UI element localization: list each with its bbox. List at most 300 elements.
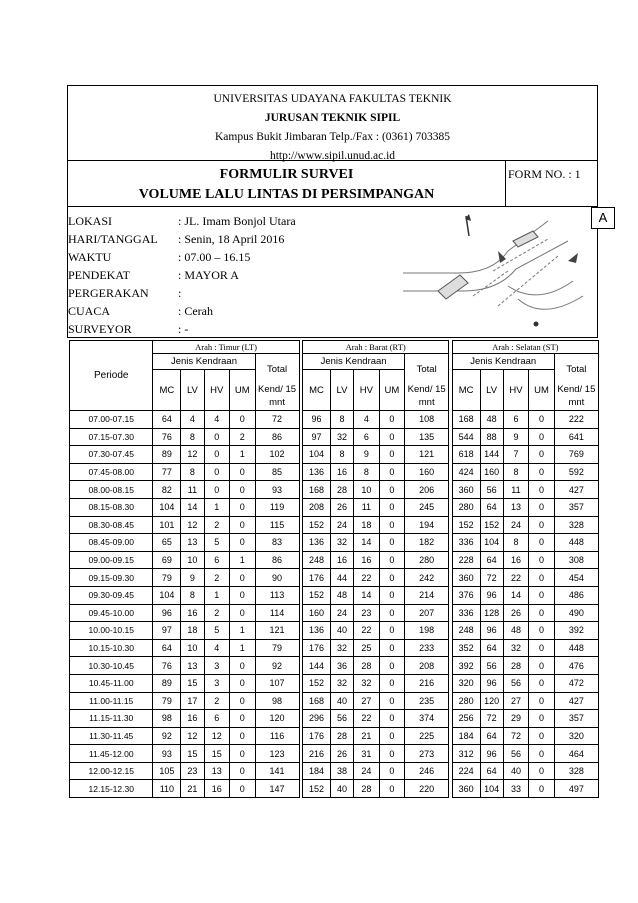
intersection-sketch — [398, 210, 608, 336]
count-cell: 97 — [303, 428, 331, 446]
count-cell: 216 — [303, 745, 331, 763]
count-cell: 56 — [480, 481, 503, 499]
count-cell: 472 — [554, 674, 598, 692]
count-cell: 245 — [405, 498, 449, 516]
count-cell: 216 — [405, 674, 449, 692]
count-cell: 3 — [204, 674, 230, 692]
count-cell: 76 — [153, 428, 181, 446]
count-cell: 0 — [230, 586, 256, 604]
count-cell: 6 — [503, 411, 529, 429]
col-hv: HV — [354, 370, 380, 411]
count-cell: 6 — [204, 710, 230, 728]
count-cell: 7 — [503, 446, 529, 464]
count-cell: 22 — [503, 569, 529, 587]
count-cell: 1 — [230, 446, 256, 464]
count-cell: 464 — [554, 745, 598, 763]
count-cell: 8 — [181, 428, 204, 446]
count-cell: 4 — [354, 411, 380, 429]
count-cell: 89 — [153, 674, 181, 692]
count-cell: 33 — [503, 780, 529, 798]
direction-timur: Arah : Timur (LT) — [153, 341, 299, 354]
count-cell: 0 — [379, 534, 405, 552]
count-cell: 618 — [452, 446, 480, 464]
count-cell: 0 — [230, 534, 256, 552]
count-cell: 135 — [405, 428, 449, 446]
address: Kampus Bukit Jimbaran Telp./Fax : (0361) 703385 — [214, 131, 451, 143]
count-cell: 280 — [452, 498, 480, 516]
count-cell: 16 — [330, 463, 353, 481]
count-cell: 136 — [303, 622, 331, 640]
count-cell: 11 — [181, 481, 204, 499]
count-cell: 0 — [204, 463, 230, 481]
count-cell: 92 — [153, 727, 181, 745]
count-cell: 144 — [480, 446, 503, 464]
col-um: UM — [379, 370, 405, 411]
count-cell: 93 — [255, 481, 299, 499]
count-cell: 32 — [503, 639, 529, 657]
count-cell: 486 — [554, 586, 598, 604]
period-cell: 11.15-11.30 — [70, 710, 153, 728]
count-cell: 104 — [153, 498, 181, 516]
table-row — [70, 569, 599, 587]
count-cell: 64 — [153, 639, 181, 657]
count-cell: 48 — [503, 622, 529, 640]
count-cell: 64 — [480, 639, 503, 657]
count-cell: 16 — [354, 551, 380, 569]
period-cell: 10.15-10.30 — [70, 639, 153, 657]
count-cell: 23 — [181, 762, 204, 780]
count-cell: 89 — [153, 446, 181, 464]
count-cell: 248 — [303, 551, 331, 569]
count-cell: 0 — [379, 622, 405, 640]
table-row — [70, 657, 599, 675]
count-cell: 0 — [379, 586, 405, 604]
count-cell: 22 — [354, 710, 380, 728]
table-row — [70, 674, 599, 692]
count-cell: 8 — [330, 411, 353, 429]
table-row — [70, 780, 599, 798]
count-cell: 64 — [480, 551, 503, 569]
count-cell: 360 — [452, 780, 480, 798]
count-cell: 96 — [480, 674, 503, 692]
count-cell: 0 — [230, 692, 256, 710]
count-cell: 4 — [204, 411, 230, 429]
table-row — [70, 411, 599, 429]
traffic-volume-table — [69, 340, 599, 798]
col-lv: LV — [330, 370, 353, 411]
period-cell: 12.00-12.15 — [70, 762, 153, 780]
count-cell: 83 — [255, 534, 299, 552]
count-cell: 4 — [181, 411, 204, 429]
count-cell: 0 — [379, 569, 405, 587]
count-cell: 152 — [452, 516, 480, 534]
count-cell: 0 — [529, 657, 555, 675]
count-cell: 64 — [480, 498, 503, 516]
count-cell: 0 — [529, 551, 555, 569]
count-cell: 0 — [529, 604, 555, 622]
table-row — [70, 762, 599, 780]
count-cell: 427 — [554, 692, 598, 710]
table-row — [70, 622, 599, 640]
count-cell: 72 — [480, 569, 503, 587]
count-cell: 14 — [503, 586, 529, 604]
count-cell: 206 — [405, 481, 449, 499]
period-cell: 08.45-09.00 — [70, 534, 153, 552]
count-cell: 115 — [255, 516, 299, 534]
count-cell: 0 — [529, 692, 555, 710]
form-title: FORMULIR SURVEI — [219, 167, 354, 182]
count-cell: 8 — [181, 586, 204, 604]
count-cell: 8 — [503, 534, 529, 552]
count-cell: 48 — [330, 586, 353, 604]
count-cell: 105 — [153, 762, 181, 780]
count-cell: 86 — [255, 551, 299, 569]
count-cell: 11 — [354, 498, 380, 516]
direction-barat: Arah : Barat (RT) — [303, 341, 449, 354]
count-cell: 592 — [554, 463, 598, 481]
count-cell: 320 — [554, 727, 598, 745]
count-cell: 152 — [303, 586, 331, 604]
count-cell: 0 — [230, 411, 256, 429]
count-cell: 110 — [153, 780, 181, 798]
col-hv: HV — [204, 370, 230, 411]
direction-selatan: Arah : Selatan (ST) — [452, 341, 598, 354]
count-cell: 0 — [230, 727, 256, 745]
form-number: FORM NO. : 1 — [508, 167, 581, 181]
count-cell: 225 — [405, 727, 449, 745]
count-cell: 64 — [480, 727, 503, 745]
count-cell: 76 — [153, 657, 181, 675]
count-cell: 85 — [255, 463, 299, 481]
count-cell: 0 — [230, 710, 256, 728]
col-lv: LV — [480, 370, 503, 411]
count-cell: 160 — [303, 604, 331, 622]
count-cell: 22 — [354, 622, 380, 640]
count-cell: 72 — [255, 411, 299, 429]
count-cell: 21 — [354, 727, 380, 745]
table-row — [70, 604, 599, 622]
department-name: JURUSAN TEKNIK SIPIL — [264, 112, 401, 124]
count-cell: 10 — [354, 481, 380, 499]
count-cell: 77 — [153, 463, 181, 481]
total-unit-label: Kend/ 15 mnt — [557, 384, 596, 408]
count-cell: 0 — [230, 780, 256, 798]
table-row — [70, 692, 599, 710]
table-row — [70, 745, 599, 763]
count-cell: 2 — [204, 604, 230, 622]
count-cell: 0 — [379, 710, 405, 728]
count-cell: 18 — [181, 622, 204, 640]
institution-block — [68, 86, 597, 161]
count-cell: 228 — [452, 551, 480, 569]
count-cell: 0 — [379, 745, 405, 763]
count-cell: 14 — [181, 498, 204, 516]
count-cell: 96 — [303, 411, 331, 429]
count-cell: 13 — [204, 762, 230, 780]
table-row — [70, 551, 599, 569]
count-cell: 28 — [354, 657, 380, 675]
count-cell: 233 — [405, 639, 449, 657]
count-cell: 12 — [181, 446, 204, 464]
count-cell: 28 — [354, 780, 380, 798]
count-cell: 0 — [230, 657, 256, 675]
col-mc: MC — [452, 370, 480, 411]
count-cell: 120 — [480, 692, 503, 710]
count-cell: 357 — [554, 498, 598, 516]
count-cell: 0 — [379, 639, 405, 657]
total-header — [554, 354, 598, 411]
count-cell: 184 — [303, 762, 331, 780]
count-cell: 641 — [554, 428, 598, 446]
jenis-header: Jenis Kendraan — [153, 354, 255, 370]
period-cell: 09.30-09.45 — [70, 586, 153, 604]
count-cell: 280 — [405, 551, 449, 569]
count-cell: 16 — [181, 710, 204, 728]
count-cell: 222 — [554, 411, 598, 429]
count-cell: 0 — [230, 762, 256, 780]
count-cell: 0 — [529, 674, 555, 692]
count-cell: 360 — [452, 569, 480, 587]
count-cell: 1 — [204, 586, 230, 604]
form-subtitle: VOLUME LALU LINTAS DI PERSIMPANGAN — [138, 187, 435, 202]
count-cell: 79 — [153, 569, 181, 587]
count-cell: 214 — [405, 586, 449, 604]
count-cell: 10 — [181, 639, 204, 657]
count-cell: 769 — [554, 446, 598, 464]
count-cell: 13 — [503, 498, 529, 516]
count-cell: 454 — [554, 569, 598, 587]
count-cell: 6 — [204, 551, 230, 569]
count-cell: 108 — [405, 411, 449, 429]
count-cell: 2 — [230, 428, 256, 446]
count-cell: 0 — [529, 622, 555, 640]
count-cell: 198 — [405, 622, 449, 640]
count-cell: 114 — [255, 604, 299, 622]
table-row — [70, 428, 599, 446]
periode-header: Periode — [70, 341, 153, 411]
jenis-header: Jenis Kendraan — [452, 354, 554, 370]
count-cell: 176 — [303, 639, 331, 657]
count-cell: 24 — [354, 762, 380, 780]
count-cell: 376 — [452, 586, 480, 604]
count-cell: 308 — [554, 551, 598, 569]
table-row — [70, 516, 599, 534]
count-cell: 448 — [554, 534, 598, 552]
period-cell: 11.00-11.15 — [70, 692, 153, 710]
col-lv: LV — [181, 370, 204, 411]
count-cell: 113 — [255, 586, 299, 604]
count-cell: 0 — [529, 727, 555, 745]
count-cell: 56 — [480, 657, 503, 675]
count-cell: 4 — [204, 639, 230, 657]
count-cell: 121 — [405, 446, 449, 464]
count-cell: 16 — [204, 780, 230, 798]
count-cell: 8 — [330, 446, 353, 464]
count-cell: 9 — [181, 569, 204, 587]
count-cell: 24 — [503, 516, 529, 534]
count-cell: 427 — [554, 481, 598, 499]
count-cell: 0 — [230, 604, 256, 622]
period-cell: 12.15-12.30 — [70, 780, 153, 798]
total-unit-label: Kend/ 15 mnt — [258, 384, 297, 408]
count-cell: 144 — [303, 657, 331, 675]
count-cell: 27 — [354, 692, 380, 710]
period-cell: 11.45-12.00 — [70, 745, 153, 763]
period-cell: 10.00-10.15 — [70, 622, 153, 640]
count-cell: 256 — [452, 710, 480, 728]
count-cell: 160 — [405, 463, 449, 481]
count-cell: 26 — [330, 498, 353, 516]
count-cell: 104 — [480, 780, 503, 798]
count-cell: 0 — [379, 762, 405, 780]
count-cell: 0 — [379, 498, 405, 516]
count-cell: 0 — [379, 727, 405, 745]
count-cell: 176 — [303, 569, 331, 587]
count-cell: 374 — [405, 710, 449, 728]
count-cell: 176 — [303, 727, 331, 745]
count-cell: 208 — [405, 657, 449, 675]
count-cell: 79 — [153, 692, 181, 710]
count-cell: 72 — [503, 727, 529, 745]
count-cell: 1 — [230, 639, 256, 657]
count-cell: 0 — [379, 463, 405, 481]
count-cell: 424 — [452, 463, 480, 481]
table-row — [70, 498, 599, 516]
count-cell: 96 — [153, 604, 181, 622]
count-cell: 328 — [554, 762, 598, 780]
count-cell: 23 — [354, 604, 380, 622]
count-cell: 120 — [255, 710, 299, 728]
count-cell: 32 — [330, 674, 353, 692]
count-cell: 208 — [303, 498, 331, 516]
count-cell: 336 — [452, 604, 480, 622]
map-label-box: A — [591, 207, 615, 229]
count-cell: 21 — [181, 780, 204, 798]
count-cell: 392 — [452, 657, 480, 675]
total-label: Total — [267, 364, 288, 375]
count-cell: 40 — [330, 622, 353, 640]
count-cell: 14 — [354, 534, 380, 552]
table-row — [70, 534, 599, 552]
count-cell: 141 — [255, 762, 299, 780]
count-cell: 0 — [529, 569, 555, 587]
table-row — [70, 463, 599, 481]
period-cell: 07.45-08.00 — [70, 463, 153, 481]
count-cell: 448 — [554, 639, 598, 657]
period-cell: 08.00-08.15 — [70, 481, 153, 499]
count-cell: 0 — [529, 446, 555, 464]
count-cell: 104 — [153, 586, 181, 604]
count-cell: 0 — [529, 762, 555, 780]
count-cell: 246 — [405, 762, 449, 780]
total-label: Total — [416, 364, 437, 375]
col-um: UM — [529, 370, 555, 411]
count-cell: 12 — [204, 727, 230, 745]
jenis-header: Jenis Kendraan — [303, 354, 405, 370]
count-cell: 88 — [480, 428, 503, 446]
count-cell: 12 — [181, 516, 204, 534]
count-cell: 29 — [503, 710, 529, 728]
count-cell: 56 — [503, 674, 529, 692]
count-cell: 6 — [354, 428, 380, 446]
period-cell: 09.15-09.30 — [70, 569, 153, 587]
count-cell: 207 — [405, 604, 449, 622]
count-cell: 9 — [354, 446, 380, 464]
count-cell: 280 — [452, 692, 480, 710]
count-cell: 0 — [230, 745, 256, 763]
count-cell: 12 — [181, 727, 204, 745]
count-cell: 16 — [330, 551, 353, 569]
table-row — [70, 586, 599, 604]
count-cell: 123 — [255, 745, 299, 763]
count-cell: 32 — [330, 639, 353, 657]
count-cell: 98 — [255, 692, 299, 710]
count-cell: 25 — [354, 639, 380, 657]
count-cell: 8 — [354, 463, 380, 481]
count-cell: 0 — [529, 498, 555, 516]
count-cell: 11 — [503, 481, 529, 499]
count-cell: 64 — [153, 411, 181, 429]
count-cell: 48 — [480, 411, 503, 429]
col-mc: MC — [153, 370, 181, 411]
count-cell: 15 — [204, 745, 230, 763]
count-cell: 392 — [554, 622, 598, 640]
count-cell: 13 — [181, 657, 204, 675]
count-cell: 32 — [354, 674, 380, 692]
count-cell: 40 — [503, 762, 529, 780]
count-cell: 152 — [303, 674, 331, 692]
count-cell: 121 — [255, 622, 299, 640]
count-cell: 116 — [255, 727, 299, 745]
count-cell: 0 — [379, 428, 405, 446]
period-cell: 10.30-10.45 — [70, 657, 153, 675]
university-name: UNIVERSITAS UDAYANA FAKULTAS TEKNIK — [213, 93, 452, 105]
count-cell: 0 — [529, 639, 555, 657]
count-cell: 476 — [554, 657, 598, 675]
count-cell: 0 — [379, 780, 405, 798]
count-cell: 0 — [529, 710, 555, 728]
col-mc: MC — [303, 370, 331, 411]
count-cell: 0 — [204, 428, 230, 446]
count-cell: 312 — [452, 745, 480, 763]
count-cell: 79 — [255, 639, 299, 657]
period-cell: 11.30-11.45 — [70, 727, 153, 745]
count-cell: 8 — [503, 463, 529, 481]
count-cell: 32 — [330, 534, 353, 552]
count-cell: 38 — [330, 762, 353, 780]
count-cell: 13 — [181, 534, 204, 552]
count-cell: 1 — [204, 498, 230, 516]
count-cell: 9 — [503, 428, 529, 446]
survey-header — [67, 85, 608, 338]
count-cell: 96 — [480, 586, 503, 604]
count-cell: 0 — [230, 569, 256, 587]
count-cell: 96 — [480, 622, 503, 640]
count-cell: 182 — [405, 534, 449, 552]
survey-info: LOKASI : JL. Imam Bonjol Utara HARI/TANGGAL : Senin, 18 April 2016 WAKTU : 07.00 – 16.15 PENDEKAT : MAYOR A PERGERAKAN : CUACA : Cerah SURVEYOR : - — [68, 214, 296, 336]
table-row — [70, 639, 599, 657]
count-cell: 220 — [405, 780, 449, 798]
count-cell: 0 — [230, 463, 256, 481]
count-cell: 0 — [529, 516, 555, 534]
count-cell: 296 — [303, 710, 331, 728]
table-row — [70, 481, 599, 499]
count-cell: 15 — [181, 745, 204, 763]
count-cell: 0 — [529, 534, 555, 552]
count-cell: 2 — [204, 692, 230, 710]
count-cell: 0 — [379, 692, 405, 710]
count-cell: 0 — [230, 498, 256, 516]
